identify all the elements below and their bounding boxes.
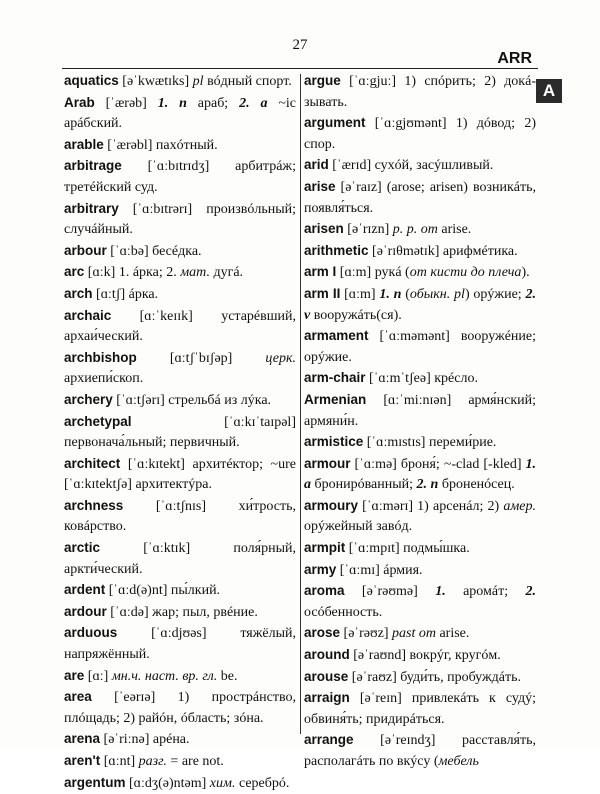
dictionary-entry xyxy=(304,155,536,177)
headword: armament xyxy=(304,328,369,344)
left-column xyxy=(64,71,296,794)
definition-text: arise. xyxy=(435,626,470,642)
grammar-label: мебель xyxy=(438,754,479,769)
definition-text: [əˈreɪndʒ] расставля́ть, располагáть по вкýсу ( xyxy=(304,733,536,769)
definition-text: [ˈɑːd(ə)nt] пы́лкий. xyxy=(105,583,221,599)
dictionary-entry xyxy=(304,496,536,538)
definition-text: [ˈɑːtʃərɪ] стрельбá из лýка. xyxy=(112,392,272,408)
grammar-label: 1. xyxy=(435,584,446,600)
headword: archness xyxy=(64,497,124,513)
definition-text: be. xyxy=(217,668,238,684)
definition-text: [əˈkwætɪks] xyxy=(118,74,193,89)
definition-text: [ɑːk] 1. áрка; 2. xyxy=(84,265,181,281)
definition-text: [ˈɑːmɪ] áрмия. xyxy=(336,562,423,578)
headword: are xyxy=(64,667,85,683)
definition-text: [ɑːˈkeɪɪk] устарéвший, архаи́ческий. xyxy=(64,308,296,345)
grammar-label: 1. n xyxy=(379,286,402,302)
headword: arise xyxy=(304,178,336,194)
definition-text: [ɑːˈmiːnɪən] армя́нский; армяни́н. xyxy=(304,392,536,429)
dictionary-entry xyxy=(64,262,296,284)
headword: aroma xyxy=(304,583,345,599)
headword: arm II xyxy=(304,285,341,301)
definition-text: [ˈɑːmәmәnt] вооружéние; орýжие. xyxy=(304,329,536,365)
grammar-label: 2. v xyxy=(304,286,536,323)
definition-text: аромáт; xyxy=(445,584,526,600)
headword: archbishop xyxy=(64,349,137,365)
dictionary-entry xyxy=(304,454,536,496)
definition-text: [ɑːdʒ(ə)ntəm] xyxy=(125,775,210,791)
definition-text: ). xyxy=(521,265,530,281)
headword: arm I xyxy=(304,264,337,280)
dictionary-entry xyxy=(304,538,536,560)
dictionary-entry xyxy=(64,71,296,93)
dictionary-entry xyxy=(64,623,296,665)
dictionary-entry xyxy=(64,773,296,794)
definition-text: [ɑːtʃˈbɪʃəp] xyxy=(136,350,266,366)
grammar-label: мн.ч. наст. вр. гл. xyxy=(111,668,218,684)
right-column xyxy=(304,71,536,773)
headword: argument xyxy=(304,115,366,131)
headword: area xyxy=(64,689,92,705)
grammar-label: хим. xyxy=(209,775,236,791)
definition-text: arise. xyxy=(437,222,472,238)
headword: arduous xyxy=(64,625,118,641)
definition-text: [ˈɑːmpɪt] подмы́шка. xyxy=(345,541,470,557)
headword: around xyxy=(304,647,350,663)
dictionary-entry xyxy=(304,623,536,645)
definition-text: = are not. xyxy=(166,754,224,769)
definition-text: [əˈriːnə] арéна. xyxy=(100,732,190,748)
definition-text: [əˈraʊz] буди́ть, пробуждáть. xyxy=(348,669,521,685)
dictionary-entry xyxy=(304,368,536,390)
dictionary-entry xyxy=(304,177,536,219)
definition-text: [əˈrɪθmətɪk] арифмéтика. xyxy=(368,243,518,259)
headword: arithmetic xyxy=(304,242,369,258)
headword: arena xyxy=(64,731,101,747)
definition-text: [ˈɑːdjʊəs] тяжёлый, напряжённый. xyxy=(64,626,296,663)
headword: aquatics xyxy=(64,73,119,88)
headword: arch xyxy=(64,285,93,301)
grammar-label: pl xyxy=(192,74,204,89)
grammar-label: p. p. от xyxy=(392,222,438,238)
definition-text: вóдный спорт. xyxy=(203,74,292,89)
dictionary-entry xyxy=(64,602,296,624)
definition-text: [ˈɑːdə] жар; пыл, рвéние. xyxy=(106,604,258,620)
dictionary-entry xyxy=(304,71,536,113)
headword: arisen xyxy=(304,221,344,237)
dictionary-entry xyxy=(64,241,296,263)
definition-text: [ˈɑːmə] броня́; ~-clad [-kled] xyxy=(350,456,526,472)
dictionary-entry xyxy=(304,581,536,623)
guide-word: ARR xyxy=(497,50,532,67)
headword: army xyxy=(304,561,337,577)
definition-text: [ˈɑːbɪtrərɪ] произвóльный; случáйный. xyxy=(64,201,296,238)
definition-text: ) орýжие; xyxy=(464,286,526,302)
dictionary-entry xyxy=(64,666,296,688)
definition-text: [ˈærəb] xyxy=(94,95,158,111)
dictionary-entry xyxy=(64,687,296,729)
definition-text: осóбенность. xyxy=(304,604,383,620)
definition-text: [ˈɑːktɪk] поля́рный, аркти́ческий. xyxy=(64,541,296,577)
definition-text: [ˈɑːmˈtʃeə] крéсло. xyxy=(365,371,478,387)
headword: aren't xyxy=(64,753,101,768)
dictionary-entry xyxy=(64,412,296,454)
definition-text: [ˈɑːbɪtrɪdʒ] арбитрáж; третéйский суд. xyxy=(64,159,296,195)
grammar-label: 2. xyxy=(525,584,536,600)
dictionary-entry xyxy=(304,390,536,432)
definition-text: [ˈɑːtʃnɪs] хи́трость, ковáрство. xyxy=(64,498,296,535)
headword: arc xyxy=(64,264,85,280)
definition-text: [ˈærəbl] пахóтный. xyxy=(103,137,218,153)
dictionary-entry xyxy=(64,284,296,306)
definition-text: [əˈrəʊmə] xyxy=(344,584,436,600)
definition-text: [ɑːm] xyxy=(340,286,380,302)
grammar-label: past от xyxy=(392,626,436,642)
definition-text: [ˈɑːgjʊmənt] 1) дóвод; 2) спор. xyxy=(304,116,536,152)
dictionary-entry xyxy=(304,432,536,454)
grammar-label: 1. a xyxy=(304,456,536,493)
dictionary-entry xyxy=(64,751,296,773)
headword: archaic xyxy=(64,307,112,323)
grammar-label: 1. n xyxy=(157,95,187,111)
headword: ardour xyxy=(64,603,107,619)
headword: archetypal xyxy=(64,413,132,429)
grammar-label: разг. xyxy=(138,754,167,769)
headword: armpit xyxy=(304,540,346,556)
headword: armistice xyxy=(304,434,364,450)
dictionary-entry xyxy=(304,113,536,155)
headword: arose xyxy=(304,625,341,641)
definition-text: [ˈærɪd] сухóй, засýшливый. xyxy=(328,158,494,174)
definition-text: архиепи́скоп. xyxy=(64,371,144,387)
dictionary-entry xyxy=(64,156,296,198)
headword: argentum xyxy=(64,774,126,790)
headword: Armenian xyxy=(304,391,367,407)
headword: armoury xyxy=(304,497,359,513)
definition-text: [ˈɑːkɪtekt] архитéктор; ~ure [ˈɑːkɪtektʃə] архитектýра. xyxy=(64,456,296,493)
grammar-label: церк. xyxy=(265,350,296,366)
definition-text: [əˈraʊnd] вокрýг, кругóм. xyxy=(349,648,501,664)
definition-text: [ˈɑːmɪstɪs] переми́рие. xyxy=(363,435,497,451)
dictionary-entry xyxy=(304,688,536,730)
thumb-index-tab: A xyxy=(536,79,562,103)
definition-text: [ɑːtʃ] áрка. xyxy=(92,286,159,302)
dictionary-entry xyxy=(64,348,296,390)
headword: arid xyxy=(304,157,329,173)
headword: arbour xyxy=(64,242,107,258)
dictionary-entry xyxy=(64,390,296,412)
definition-text: броненóсец. xyxy=(438,477,515,493)
headword: arable xyxy=(64,136,104,152)
grammar-label: от кисти до плеча xyxy=(409,265,522,281)
headword: archery xyxy=(64,391,113,407)
definition-text: орýжейный завóд. xyxy=(304,519,413,535)
headword: arbitrage xyxy=(64,158,122,174)
dictionary-entry xyxy=(64,454,296,496)
headword: arraign xyxy=(304,690,350,706)
dictionary-entry xyxy=(64,538,296,580)
dictionary-entry xyxy=(64,93,296,135)
definition-text: [əˈraɪz] (arose; arisen) возникáть, появля́ться. xyxy=(304,179,536,216)
dictionary-entry xyxy=(304,645,536,667)
definition-text: ( xyxy=(401,286,410,302)
grammar-label: амер. xyxy=(503,498,536,514)
dictionary-entry xyxy=(304,326,536,368)
headword: arrange xyxy=(304,732,354,748)
definition-text: [əˈrəʊz] xyxy=(340,626,393,642)
dictionary-entry xyxy=(304,284,536,326)
definition-text: [ˈɑːgjuː] 1) спóрить; 2) докáзывать. xyxy=(304,74,536,110)
grammar-label: обыкн. pl xyxy=(409,286,465,302)
definition-text: [ɑːnt] xyxy=(100,754,139,769)
definition-text: араб; xyxy=(186,95,240,111)
page-number: 27 xyxy=(292,37,308,53)
dictionary-entry xyxy=(64,199,296,241)
dictionary-entry xyxy=(304,219,536,241)
definition-text: [əˈreɪn] привлекáть к судý; обвиня́ть; придирáться. xyxy=(304,691,536,727)
dictionary-entry xyxy=(304,730,536,772)
dictionary-entry xyxy=(304,262,536,284)
definition-text: серебрó. xyxy=(235,775,290,791)
grammar-label: 2. n xyxy=(416,477,439,493)
definition-text: бронирóванный; xyxy=(311,477,417,493)
column-divider xyxy=(300,74,301,734)
headword: armour xyxy=(304,455,351,471)
dictionary-entry xyxy=(64,306,296,348)
definition-text: вооружáть(ся). xyxy=(310,307,402,323)
dictionary-entry xyxy=(64,496,296,538)
grammar-label: 2. a xyxy=(239,95,268,111)
headword: argue xyxy=(304,73,341,88)
definition-text: [ɑː] xyxy=(84,668,112,684)
definition-text: [əˈrɪzn] xyxy=(343,222,393,238)
dictionary-entry xyxy=(304,667,536,689)
definition-text: ~ic арáбский. xyxy=(64,95,297,132)
headword: arctic xyxy=(64,540,101,556)
definition-text: [ˈeərɪə] 1) прострáнство, плóщадь; 2) райóн, óбласть; зóна. xyxy=(64,690,296,726)
headword: ardent xyxy=(64,582,106,598)
headword: architect xyxy=(64,455,121,471)
headword: arouse xyxy=(304,668,349,684)
definition-text: [ˈɑːbə] бесéдка. xyxy=(106,243,202,259)
dictionary-entry xyxy=(64,580,296,602)
definition-text: [ɑːm] рукá ( xyxy=(336,265,410,281)
headword: Arab xyxy=(64,94,95,110)
header-rule xyxy=(62,68,538,69)
grammar-label: мат. xyxy=(180,265,210,281)
dictionary-entry xyxy=(64,729,296,751)
dictionary-entry xyxy=(304,560,536,582)
dictionary-entry xyxy=(304,241,536,263)
definition-text: дугá. xyxy=(209,265,244,281)
headword: arm-chair xyxy=(304,370,366,386)
dictionary-entry xyxy=(64,135,296,157)
definition-text: [ˈɑːmərɪ] 1) арсенáл; 2) xyxy=(358,498,504,514)
definition-text: [ˈɑːkɪˈtaɪpəl] первонача́льный; первичный. xyxy=(64,414,296,451)
headword: arbitrary xyxy=(64,200,119,216)
